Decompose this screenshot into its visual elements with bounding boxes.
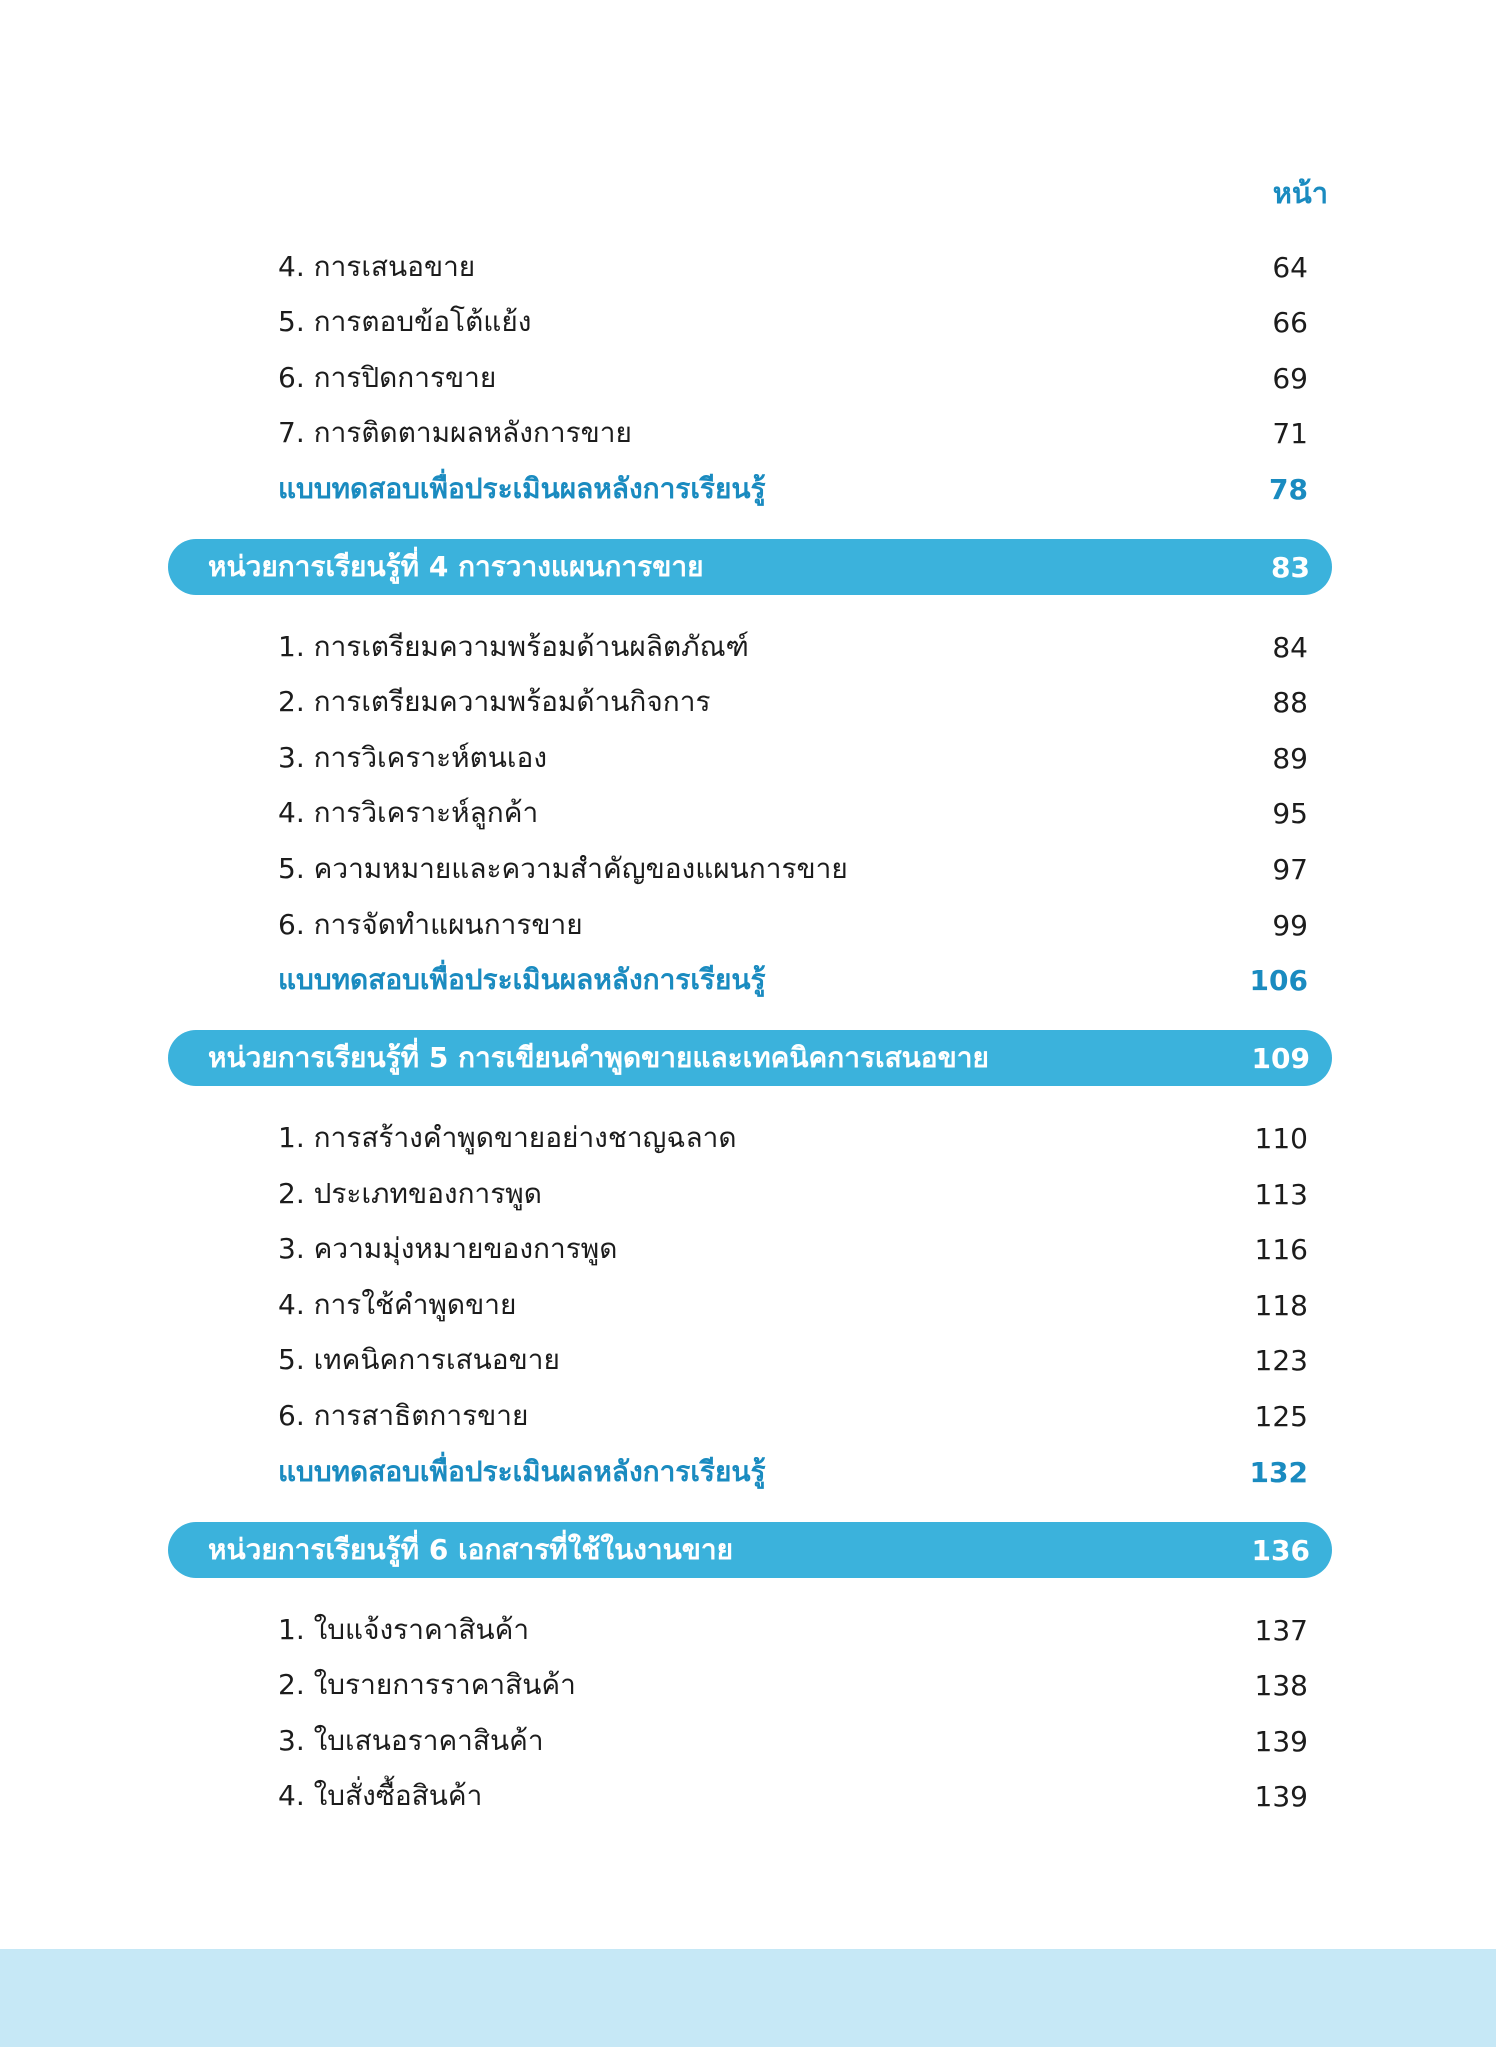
toc-entry-title: 2. ประเภทของการพูด [278,1177,542,1210]
toc-entry-title: 3. การวิเคราะห์ตนเอง [278,741,547,774]
toc-entry-page: 110 [1254,1121,1308,1155]
unit-title: หน่วยการเรียนรู้ที่ 5 การเขียนคำพูดขายและเทคนิคการเสนอขาย [208,1041,989,1074]
toc-entry-page: 97 [1272,852,1308,886]
toc-entry-page: 89 [1272,741,1308,775]
toc-entry-page: 84 [1272,630,1308,664]
footer-band [0,1949,1496,2047]
toc-entry[interactable] [278,1116,1308,1160]
unit-page: 136 [1251,1533,1310,1567]
toc-entry-page: 69 [1272,361,1308,395]
toc-entry-page: 99 [1272,908,1308,942]
toc-entry-page: 123 [1254,1343,1308,1377]
toc-entry[interactable] [278,1394,1308,1438]
toc-entry[interactable] [278,1283,1308,1327]
toc-entry-title: 1. ใบแจ้งราคาสินค้า [278,1613,530,1646]
unit-title: หน่วยการเรียนรู้ที่ 4 การวางแผนการขาย [208,550,704,583]
toc-entry-title: 2. ใบรายการราคาสินค้า [278,1668,576,1701]
toc-entry[interactable] [278,680,1308,724]
toc-entry-page: 66 [1272,305,1308,339]
toc-entry-page: 88 [1272,685,1308,719]
toc-entry-page: 118 [1254,1288,1308,1322]
toc-entry-title: 1. การเตรียมความพร้อมด้านผลิตภัณฑ์ [278,630,749,663]
toc-entry[interactable] [278,1719,1308,1763]
toc-entry[interactable] [278,245,1308,289]
toc-entry-title: 3. ความมุ่งหมายของการพูด [278,1232,618,1265]
toc-quiz-entry[interactable] [278,467,1308,511]
toc-entry[interactable] [278,1338,1308,1382]
unit-6-header[interactable] [168,1522,1332,1578]
toc-quiz-entry[interactable] [278,958,1308,1002]
unit-page: 83 [1271,550,1310,584]
toc-entry-title: 5. การตอบข้อโต้แย้ง [278,305,532,338]
toc-entry-title: 5. เทคนิคการเสนอขาย [278,1343,560,1376]
toc-entry[interactable] [278,1172,1308,1216]
toc-quiz-page: 106 [1249,963,1308,997]
toc-entry-page: 138 [1254,1668,1308,1702]
unit-title: หน่วยการเรียนรู้ที่ 6 เอกสารที่ใช้ในงานขาย [208,1533,734,1566]
toc-entry-title: 6. การสาธิตการขาย [278,1399,529,1432]
toc-entry-title: 4. การเสนอขาย [278,250,476,283]
toc-entry-page: 125 [1254,1399,1308,1433]
toc-quiz-entry[interactable] [278,1450,1308,1494]
toc-entry-title: 3. ใบเสนอราคาสินค้า [278,1724,544,1757]
toc-entry[interactable] [278,625,1308,669]
toc-entry-title: 6. การปิดการขาย [278,361,497,394]
unit-4-header[interactable] [168,539,1332,595]
toc-entry[interactable] [278,300,1308,344]
toc-entry[interactable] [278,411,1308,455]
toc-entry-title: 4. การวิเคราะห์ลูกค้า [278,796,539,829]
toc-entry[interactable] [278,1608,1308,1652]
toc-entry[interactable] [278,1774,1308,1818]
toc-entry[interactable] [278,356,1308,400]
toc-entry-title: 6. การจัดทำแผนการขาย [278,908,583,941]
toc-entry[interactable] [278,791,1308,835]
toc-entry-title: 5. ความหมายและความสำคัญของแผนการขาย [278,852,848,885]
toc-quiz-page: 78 [1269,472,1308,506]
toc-quiz-title: แบบทดสอบเพื่อประเมินผลหลังการเรียนรู้ [278,1455,766,1488]
toc-entry-title: 7. การติดตามผลหลังการขาย [278,416,632,449]
page-column-label: หน้า [1272,176,1328,210]
toc-entry-page: 139 [1254,1779,1308,1813]
toc-entry-title: 1. การสร้างคำพูดขายอย่างชาญฉลาด [278,1121,737,1154]
toc-quiz-title: แบบทดสอบเพื่อประเมินผลหลังการเรียนรู้ [278,472,766,505]
toc-entry[interactable] [278,1227,1308,1271]
toc-entry-page: 71 [1272,416,1308,450]
toc-entry-page: 137 [1254,1613,1308,1647]
toc-entry-page: 95 [1272,796,1308,830]
toc-entry-title: 4. ใบสั่งซื้อสินค้า [278,1779,483,1812]
toc-entry-page: 64 [1272,250,1308,284]
toc-entry-page: 139 [1254,1724,1308,1758]
toc-entry-page: 116 [1254,1232,1308,1266]
toc-entry[interactable] [278,736,1308,780]
toc-entry-title: 2. การเตรียมความพร้อมด้านกิจการ [278,685,711,718]
toc-quiz-title: แบบทดสอบเพื่อประเมินผลหลังการเรียนรู้ [278,963,766,996]
toc-entry[interactable] [278,1663,1308,1707]
toc-entry-page: 113 [1254,1177,1308,1211]
toc-entry[interactable] [278,903,1308,947]
toc-entry-title: 4. การใช้คำพูดขาย [278,1288,517,1321]
toc-entry[interactable] [278,847,1308,891]
unit-5-header[interactable] [168,1030,1332,1086]
toc-quiz-page: 132 [1249,1455,1308,1489]
unit-page: 109 [1251,1041,1310,1075]
